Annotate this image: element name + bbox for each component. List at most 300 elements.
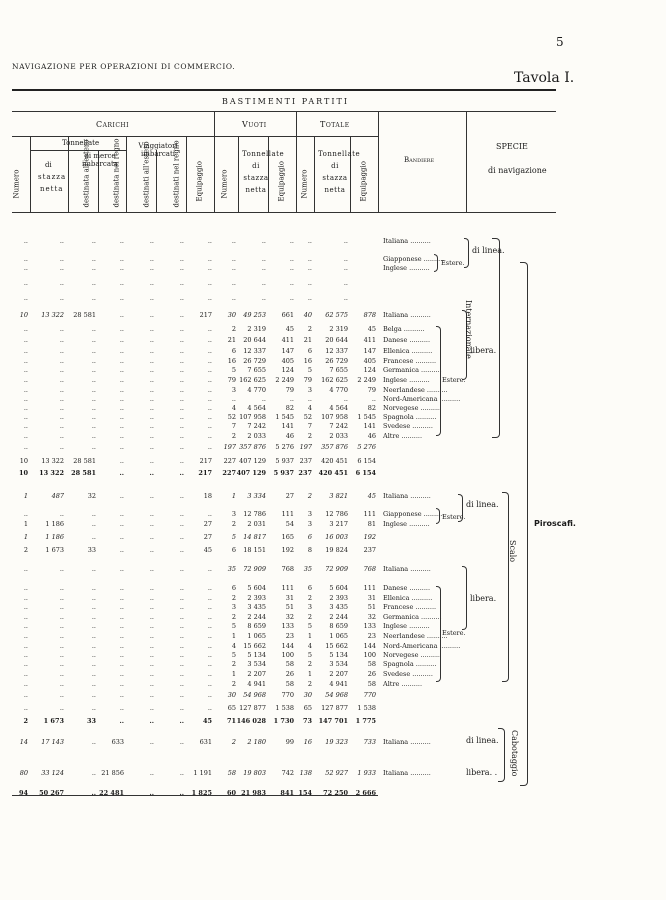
table-cell: .. (179, 386, 184, 394)
table-cell: .. (149, 432, 154, 440)
table-cell: .. (149, 680, 154, 688)
table-cell-equipaggio: 46 (367, 432, 376, 440)
destinati-estero-header: destinati all'estero (142, 141, 151, 208)
flag-label: Italiana .......... (383, 311, 431, 319)
destinati-regno-header: destinati nel regno (172, 140, 181, 208)
table-cell: 1 065 (247, 632, 266, 640)
table-cell: 631 (199, 738, 212, 746)
flag-label: Inglese .......... (383, 264, 430, 272)
table-cell: 73 (302, 717, 312, 725)
table-cell: .. (91, 691, 96, 699)
table-cell: .. (23, 357, 28, 365)
table-cell: 127 877 (239, 704, 266, 712)
table-cell: .. (23, 632, 28, 640)
table-cell: .. (91, 613, 96, 621)
table-cell: .. (91, 520, 96, 528)
group-rule (12, 136, 378, 137)
table-label: Tavola I. (514, 70, 575, 86)
table-cell-equipaggio: 1 933 (357, 769, 376, 777)
table-cell: .. (179, 294, 184, 302)
equipaggio-header: Equipaggio (195, 161, 204, 202)
table-cell: .. (91, 432, 96, 440)
table-cell: .. (91, 237, 96, 245)
table-cell: .. (59, 642, 64, 650)
table-cell: 16 003 (325, 533, 348, 541)
table-cell: .. (149, 294, 154, 302)
table-cell: 217 (199, 311, 212, 319)
table-cell: 5 (231, 533, 236, 541)
table-cell: .. (179, 422, 184, 430)
table-cell: 30 (303, 691, 312, 699)
table-cell: .. (119, 311, 124, 319)
table-cell: .. (179, 325, 184, 333)
table-cell: 357 876 (321, 443, 348, 451)
numero-totale-header: Numero (300, 169, 309, 199)
table-cell: 13 322 (41, 311, 64, 319)
table-cell: .. (149, 613, 154, 621)
flag-label: Inglese .......... (383, 622, 430, 630)
table-cell: .. (289, 294, 294, 302)
col-line (68, 136, 69, 212)
table-cell: .. (149, 691, 154, 699)
table-cell: .. (307, 255, 312, 263)
table-cell: .. (231, 294, 236, 302)
table-cell: 5 (231, 651, 236, 659)
table-cell: .. (179, 565, 184, 573)
table-cell: .. (179, 680, 184, 688)
flag-label: Neerlandese .......... (383, 632, 448, 640)
table-cell: .. (119, 622, 124, 630)
equipaggio-vuoti-header: Equipaggio (277, 161, 286, 202)
table-cell: .. (207, 336, 212, 344)
table-cell: .. (59, 651, 64, 659)
table-cell: 407 129 (236, 469, 266, 477)
table-cell: .. (207, 670, 212, 678)
table-cell: 2 (231, 432, 236, 440)
table-cell: .. (59, 691, 64, 699)
equipaggio-totale-header: Equipaggio (359, 161, 368, 202)
table-cell: .. (23, 255, 28, 263)
table-cell: .. (179, 413, 184, 421)
table-cell: .. (23, 510, 28, 518)
table-cell: .. (119, 651, 124, 659)
table-cell: 5 (307, 366, 312, 374)
table-cell: 2 (307, 492, 312, 500)
table-cell: 5 276 (275, 443, 294, 451)
table-cell: .. (207, 413, 212, 421)
di-linea-cab-label: di linea. (466, 736, 499, 745)
table-cell: .. (91, 603, 96, 611)
table-cell: 4 (307, 404, 312, 412)
table-cell: .. (343, 264, 348, 272)
table-cell: 2 033 (329, 432, 348, 440)
table-cell-equipaggio: 111 (363, 510, 376, 518)
table-cell: 19 323 (325, 738, 348, 746)
main-header: BASTIMENTI PARTITI (222, 97, 350, 106)
dest-estero-header: destinata all'estero (82, 139, 91, 208)
table-cell: 6 (307, 533, 312, 541)
table-cell: .. (59, 443, 64, 451)
table-cell: 2 033 (247, 432, 266, 440)
table-cell: 45 (203, 546, 212, 554)
table-cell: .. (91, 366, 96, 374)
table-cell: .. (149, 422, 154, 430)
table-cell: 2 (307, 325, 312, 333)
table-cell: .. (149, 769, 154, 777)
table-cell: 26 (285, 670, 294, 678)
table-cell-equipaggio: 144 (363, 642, 376, 650)
table-cell: 27 (203, 533, 212, 541)
ton-vuoti-header: Tonnellate di stazza netta (242, 150, 285, 194)
table-cell: .. (179, 395, 184, 403)
table-cell: .. (231, 279, 236, 287)
table-cell: 2 244 (329, 613, 348, 621)
table-cell: 58 (285, 680, 294, 688)
table-cell-equipaggio: 26 (367, 670, 376, 678)
table-cell: 2 (23, 717, 28, 725)
table-cell: .. (59, 264, 64, 272)
table-cell: 80 (19, 769, 28, 777)
table-cell: .. (23, 642, 28, 650)
table-cell: 3 (307, 386, 312, 394)
table-cell: .. (149, 357, 154, 365)
table-cell: .. (119, 469, 124, 477)
flag-label: Italiana .......... (383, 565, 431, 573)
table-cell: .. (119, 376, 124, 384)
table-cell: 8 659 (329, 622, 348, 630)
brace-estere-1 (434, 254, 438, 272)
table-cell: 33 124 (41, 769, 64, 777)
table-cell: .. (59, 660, 64, 668)
table-cell: 5 937 (275, 457, 294, 465)
table-cell: .. (207, 660, 212, 668)
table-cell: 1 (23, 520, 28, 528)
table-cell: 79 (285, 386, 294, 394)
table-cell: .. (179, 357, 184, 365)
table-cell: .. (119, 395, 124, 403)
table-cell: .. (23, 704, 28, 712)
table-cell: 5 604 (247, 584, 266, 592)
table-cell: .. (149, 325, 154, 333)
table-cell: .. (149, 660, 154, 668)
table-cell: .. (343, 395, 348, 403)
table-cell: .. (179, 651, 184, 659)
table-cell: 405 (281, 357, 294, 365)
table-cell: 8 (307, 546, 312, 554)
estere-label-4: Estere. (442, 629, 466, 637)
table-cell: .. (149, 565, 154, 573)
table-cell: .. (207, 325, 212, 333)
table-cell: .. (179, 670, 184, 678)
table-cell: .. (59, 325, 64, 333)
table-cell: 71 (226, 717, 236, 725)
col-line (238, 136, 239, 212)
flag-label: Norvegese .......... (383, 651, 442, 659)
table-cell: .. (23, 565, 28, 573)
flag-label: Germanica .......... (383, 366, 442, 374)
table-cell: .. (119, 404, 124, 412)
table-cell: .. (149, 520, 154, 528)
table-cell: .. (343, 279, 348, 287)
table-cell: 72 909 (243, 565, 266, 573)
flag-label: Germanica .......... (383, 613, 442, 621)
table-cell: .. (91, 422, 96, 430)
flag-label: Norvegese .......... (383, 404, 442, 412)
table-cell: 5 (307, 651, 312, 659)
table-cell: 62 575 (325, 311, 348, 319)
table-cell: 18 (203, 492, 212, 500)
col-line (214, 111, 215, 212)
table-cell: .. (289, 279, 294, 287)
table-cell: 40 (303, 311, 312, 319)
table-cell: .. (91, 660, 96, 668)
table-cell: .. (149, 670, 154, 678)
table-cell: .. (91, 680, 96, 688)
table-cell: 3 (231, 603, 236, 611)
table-cell: .. (59, 366, 64, 374)
table-cell: 15 662 (325, 642, 348, 650)
flag-label: Belga .......... (383, 325, 425, 333)
table-cell-equipaggio: 124 (363, 366, 376, 374)
table-cell: .. (91, 565, 96, 573)
table-cell: 2 393 (247, 594, 266, 602)
table-cell-equipaggio: 1 775 (355, 717, 376, 725)
table-cell: .. (91, 264, 96, 272)
table-cell: 3 534 (247, 660, 266, 668)
table-cell: 7 242 (247, 422, 266, 430)
dest-regno-header: destinata nel regno (112, 138, 121, 208)
table-cell: 94 (18, 789, 28, 797)
table-cell: .. (59, 237, 64, 245)
table-cell: .. (261, 237, 266, 245)
table-cell-equipaggio: 6 154 (357, 457, 376, 465)
flag-label: Francese .......... (383, 357, 437, 365)
table-cell: 841 (280, 789, 294, 797)
table-cell: .. (289, 255, 294, 263)
table-cell: 5 604 (329, 584, 348, 592)
table-cell: 4 770 (329, 386, 348, 394)
table-cell: .. (149, 376, 154, 384)
table-cell: 133 (281, 622, 294, 630)
flag-label: Italiana .......... (383, 492, 431, 500)
table-cell: .. (23, 443, 28, 451)
table-cell: 10 (19, 457, 28, 465)
viaggiatori-header: Viaggiatori imbarcati (138, 142, 178, 158)
table-cell: .. (119, 603, 124, 611)
table-cell: 3 435 (247, 603, 266, 611)
table-cell: .. (59, 680, 64, 688)
table-cell: 65 (227, 704, 236, 712)
table-cell: .. (59, 632, 64, 640)
table-cell: .. (119, 366, 124, 374)
table-cell: 1 673 (43, 717, 64, 725)
table-cell: 72 250 (323, 789, 348, 797)
table-cell: .. (91, 413, 96, 421)
table-cell: .. (343, 255, 348, 263)
table-cell: .. (149, 789, 154, 797)
table-cell: .. (179, 642, 184, 650)
table-cell: .. (207, 622, 212, 630)
table-cell: 12 337 (325, 347, 348, 355)
flag-label: Altre .......... (383, 680, 423, 688)
table-cell: 13 322 (39, 469, 64, 477)
libera-cab-label: libera. . (466, 768, 498, 777)
table-cell: .. (149, 443, 154, 451)
brace-dilinea-1 (464, 238, 469, 268)
table-cell: .. (179, 443, 184, 451)
table-cell: .. (149, 546, 154, 554)
table-cell: 1 545 (275, 413, 294, 421)
table-cell: 19 824 (325, 546, 348, 554)
table-cell: .. (91, 704, 96, 712)
table-cell: .. (289, 264, 294, 272)
table-cell: 7 (307, 422, 312, 430)
table-cell: .. (23, 376, 28, 384)
table-cell: 146 028 (236, 717, 266, 725)
flag-label: Neerlandese .......... (383, 386, 448, 394)
table-cell: .. (207, 432, 212, 440)
table-cell: .. (207, 691, 212, 699)
di-linea-label-1: di linea. (472, 246, 505, 255)
table-cell: 4 941 (329, 680, 348, 688)
table-cell: .. (119, 594, 124, 602)
flag-label: Nord-Americana .......... (383, 395, 461, 403)
table-cell: .. (59, 422, 64, 430)
table-cell-equipaggio: 45 (367, 325, 376, 333)
table-cell: .. (149, 264, 154, 272)
table-cell: 26 729 (325, 357, 348, 365)
table-cell: .. (59, 413, 64, 421)
brace-estere-2 (436, 326, 441, 436)
table-cell: 20 644 (325, 336, 348, 344)
table-cell-equipaggio: 51 (367, 603, 376, 611)
table-cell: 197 (223, 443, 236, 451)
table-cell: .. (149, 237, 154, 245)
table-cell: 107 958 (239, 413, 266, 421)
col-line (30, 136, 31, 212)
table-cell: 58 (227, 769, 236, 777)
table-cell: .. (91, 670, 96, 678)
table-cell: .. (207, 404, 212, 412)
table-cell: 138 (299, 769, 312, 777)
table-cell: .. (119, 336, 124, 344)
netta-label: netta (40, 185, 64, 193)
table-cell: .. (179, 533, 184, 541)
table-cell: .. (149, 738, 154, 746)
table-cell: 35 (227, 565, 236, 573)
table-cell: 22 481 (99, 789, 124, 797)
table-cell: .. (207, 376, 212, 384)
table-cell: 21 856 (101, 769, 124, 777)
table-cell-equipaggio: 411 (363, 336, 376, 344)
table-cell: 1 825 (191, 789, 212, 797)
table-cell-equipaggio: 141 (363, 422, 376, 430)
table-cell: .. (179, 336, 184, 344)
table-cell: .. (179, 603, 184, 611)
table-cell-equipaggio: 58 (367, 660, 376, 668)
table-cell: .. (149, 279, 154, 287)
table-cell: .. (119, 584, 124, 592)
table-cell: .. (119, 422, 124, 430)
table-cell: .. (23, 660, 28, 668)
table-cell-equipaggio: 79 (367, 386, 376, 394)
table-cell: .. (307, 237, 312, 245)
flag-label: Spagnola .......... (383, 413, 437, 421)
table-cell-equipaggio: 5 276 (357, 443, 376, 451)
table-cell: 8 659 (247, 622, 266, 630)
table-cell: .. (149, 457, 154, 465)
table-cell: .. (59, 613, 64, 621)
table-cell: .. (149, 336, 154, 344)
table-cell-equipaggio: 31 (367, 594, 376, 602)
table-cell: 2 (231, 738, 236, 746)
table-cell: .. (119, 237, 124, 245)
flag-label: Francese .......... (383, 603, 437, 611)
table-cell: 23 (285, 632, 294, 640)
brace-estere-4 (436, 586, 441, 682)
table-cell: .. (91, 376, 96, 384)
table-cell: .. (149, 584, 154, 592)
table-cell: .. (231, 395, 236, 403)
table-cell: .. (119, 642, 124, 650)
table-cell: 2 180 (247, 738, 266, 746)
table-cell: 51 (285, 603, 294, 611)
table-cell: .. (59, 395, 64, 403)
table-cell: 2 (23, 546, 28, 554)
table-cell-equipaggio: 81 (367, 520, 376, 528)
table-cell: 3 217 (329, 520, 348, 528)
table-cell-equipaggio: 147 (363, 347, 376, 355)
table-cell: 1 (307, 632, 312, 640)
flag-label: Giapponese .......... (383, 255, 445, 263)
table-cell: 1 (231, 492, 236, 500)
table-cell: .. (149, 651, 154, 659)
table-cell: .. (91, 769, 96, 777)
vuoti-header: Vuoti (242, 120, 267, 129)
table-cell: 237 (299, 457, 312, 465)
table-cell: .. (59, 336, 64, 344)
table-cell: 3 821 (329, 492, 348, 500)
table-cell: 18 151 (243, 546, 266, 554)
table-cell: .. (207, 294, 212, 302)
table-cell: 30 (227, 691, 236, 699)
table-cell: .. (207, 357, 212, 365)
table-cell: .. (91, 279, 96, 287)
table-cell: .. (59, 347, 64, 355)
table-cell: .. (149, 510, 154, 518)
page-number: 5 (556, 35, 564, 49)
table-cell: 2 (307, 613, 312, 621)
table-cell: 1 191 (193, 769, 212, 777)
table-cell: 2 (231, 613, 236, 621)
flag-label: Svedese .......... (383, 422, 433, 430)
table-cell: 12 786 (325, 510, 348, 518)
table-cell: .. (119, 443, 124, 451)
table-cell: .. (119, 613, 124, 621)
table-cell: 7 655 (247, 366, 266, 374)
table-cell: .. (59, 565, 64, 573)
table-cell: .. (149, 594, 154, 602)
table-cell: 33 (87, 546, 96, 554)
table-cell: 99 (285, 738, 294, 746)
table-cell: .. (59, 386, 64, 394)
carichi-header: Carichi (96, 120, 130, 129)
col-line (186, 136, 187, 212)
table-cell: .. (179, 691, 184, 699)
table-cell: .. (119, 457, 124, 465)
table-cell: .. (179, 366, 184, 374)
table-cell: .. (289, 395, 294, 403)
